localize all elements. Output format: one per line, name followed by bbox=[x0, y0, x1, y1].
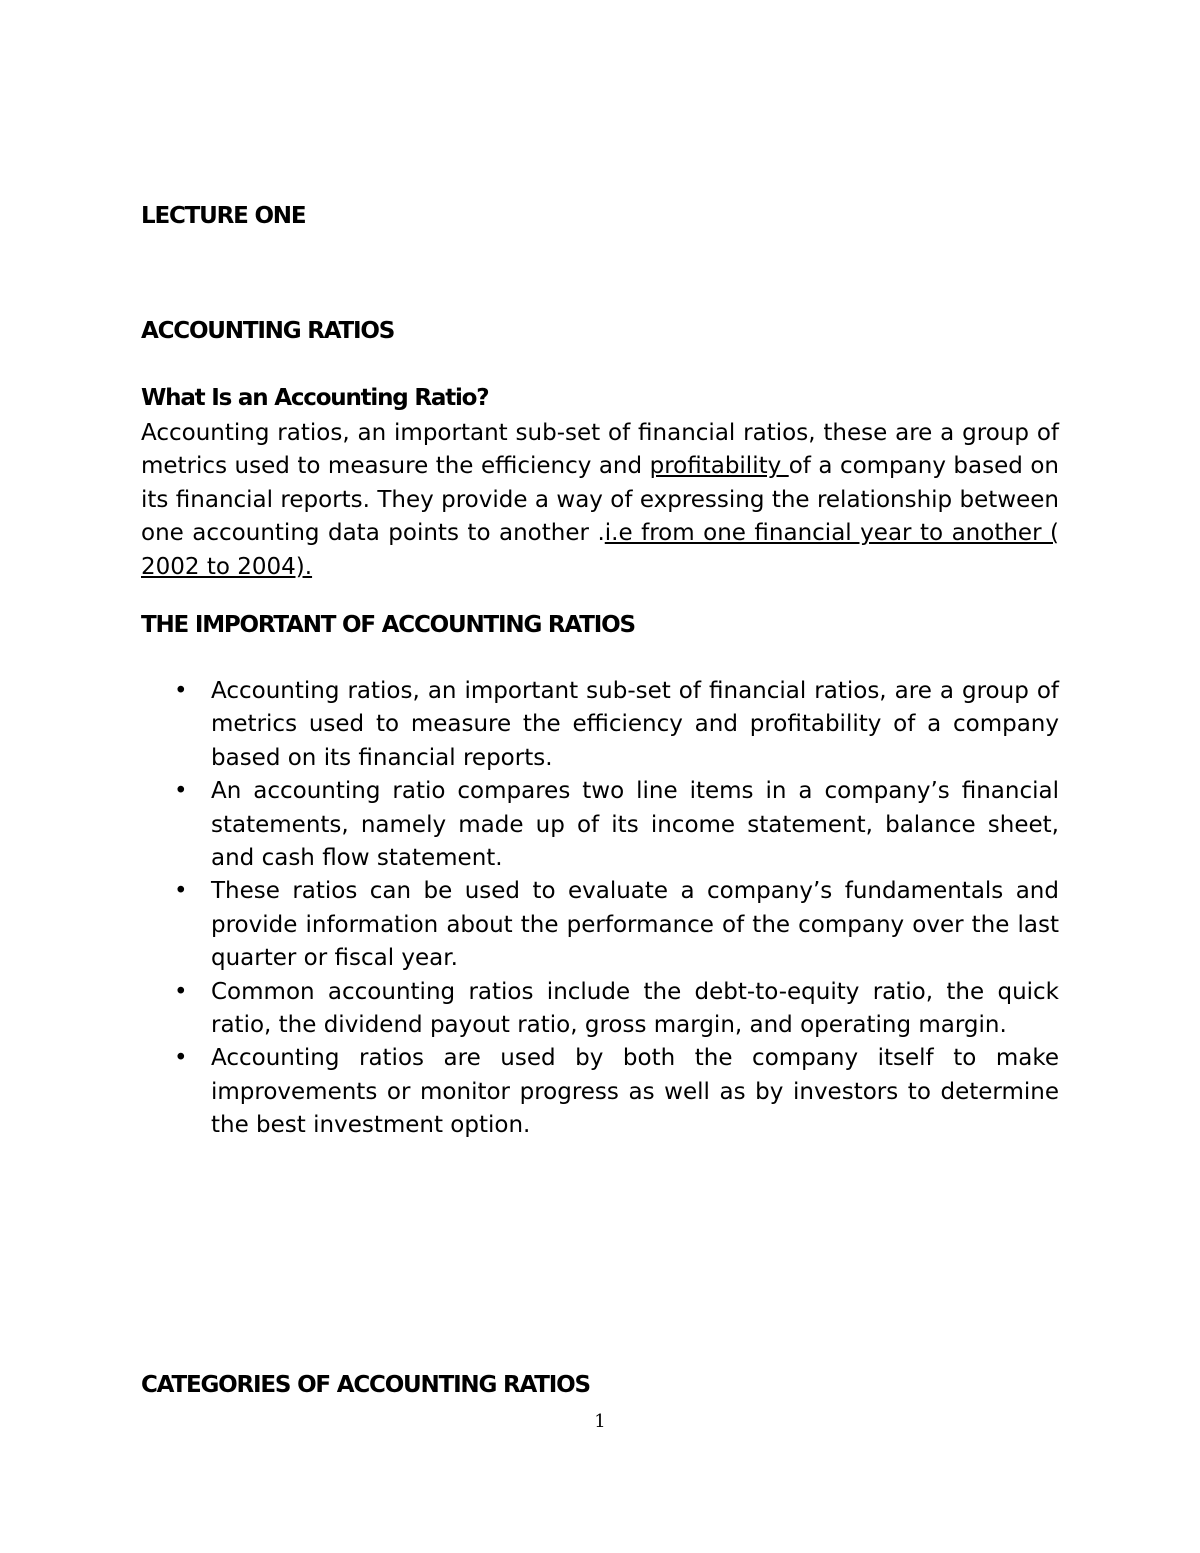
section-title: ACCOUNTING RATIOS bbox=[141, 318, 395, 344]
list-item bbox=[141, 1042, 1059, 1142]
definition-text-part1: Accounting ratios, an important sub-set of financial ratios, these are a group of metrics used to measure the efficiency and bbox=[141, 420, 1059, 480]
bullet-icon: • bbox=[174, 1045, 188, 1072]
list-item-text: These ratios can be used to evaluate a company’s fundamentals and provide information about the performance of the company over the last quarter or fiscal year. bbox=[211, 878, 1059, 972]
definition-paragraph bbox=[141, 417, 1059, 584]
list-item bbox=[141, 675, 1059, 775]
question-heading: What Is an Accounting Ratio? bbox=[141, 385, 489, 411]
list-item-text: Common accounting ratios include the debt-to-equity ratio, the quick ratio, the dividend payout ratio, gross margin, and operating margin. bbox=[211, 978, 1059, 1039]
importance-heading: THE IMPORTANT OF ACCOUNTING RATIOS bbox=[141, 612, 635, 638]
categories-heading: CATEGORIES OF ACCOUNTING RATIOS bbox=[141, 1372, 590, 1398]
bullet-icon: • bbox=[174, 678, 188, 704]
list-item bbox=[141, 775, 1059, 875]
document-page bbox=[141, 0, 1059, 1553]
importance-bullet-list bbox=[141, 675, 1059, 1143]
list-item-text: Accounting ratios, an important sub-set of financial ratios, are a group of metrics used to measure the efficiency and profitability of a company based on its financial reports. bbox=[211, 678, 1059, 771]
bullet-icon: • bbox=[174, 978, 188, 1005]
list-item-text: Accounting ratios are used by both the company itself to make improvements or monitor progress as well as by investors to determine the best investment option. bbox=[211, 1045, 1059, 1139]
bullet-icon: • bbox=[174, 778, 188, 805]
definition-text-part2: of a company based on its financial reports. They provide a way of expressing the relationship between one accounting data points to another . bbox=[141, 453, 1059, 547]
profitability-link[interactable]: profitability bbox=[649, 453, 789, 480]
page-number: 1 bbox=[594, 1411, 606, 1432]
list-item bbox=[141, 875, 1059, 975]
definition-underlined-tail: i.e from one financial year to another ( 2002 to 2004). bbox=[141, 520, 1059, 580]
lecture-title: LECTURE ONE bbox=[141, 203, 306, 229]
list-item-text: An accounting ratio compares two line items in a company’s financial statements, namely made up of its income statement, balance sheet, and cash flow statement. bbox=[211, 778, 1059, 872]
list-item bbox=[141, 976, 1059, 1043]
bullet-icon: • bbox=[174, 878, 188, 905]
